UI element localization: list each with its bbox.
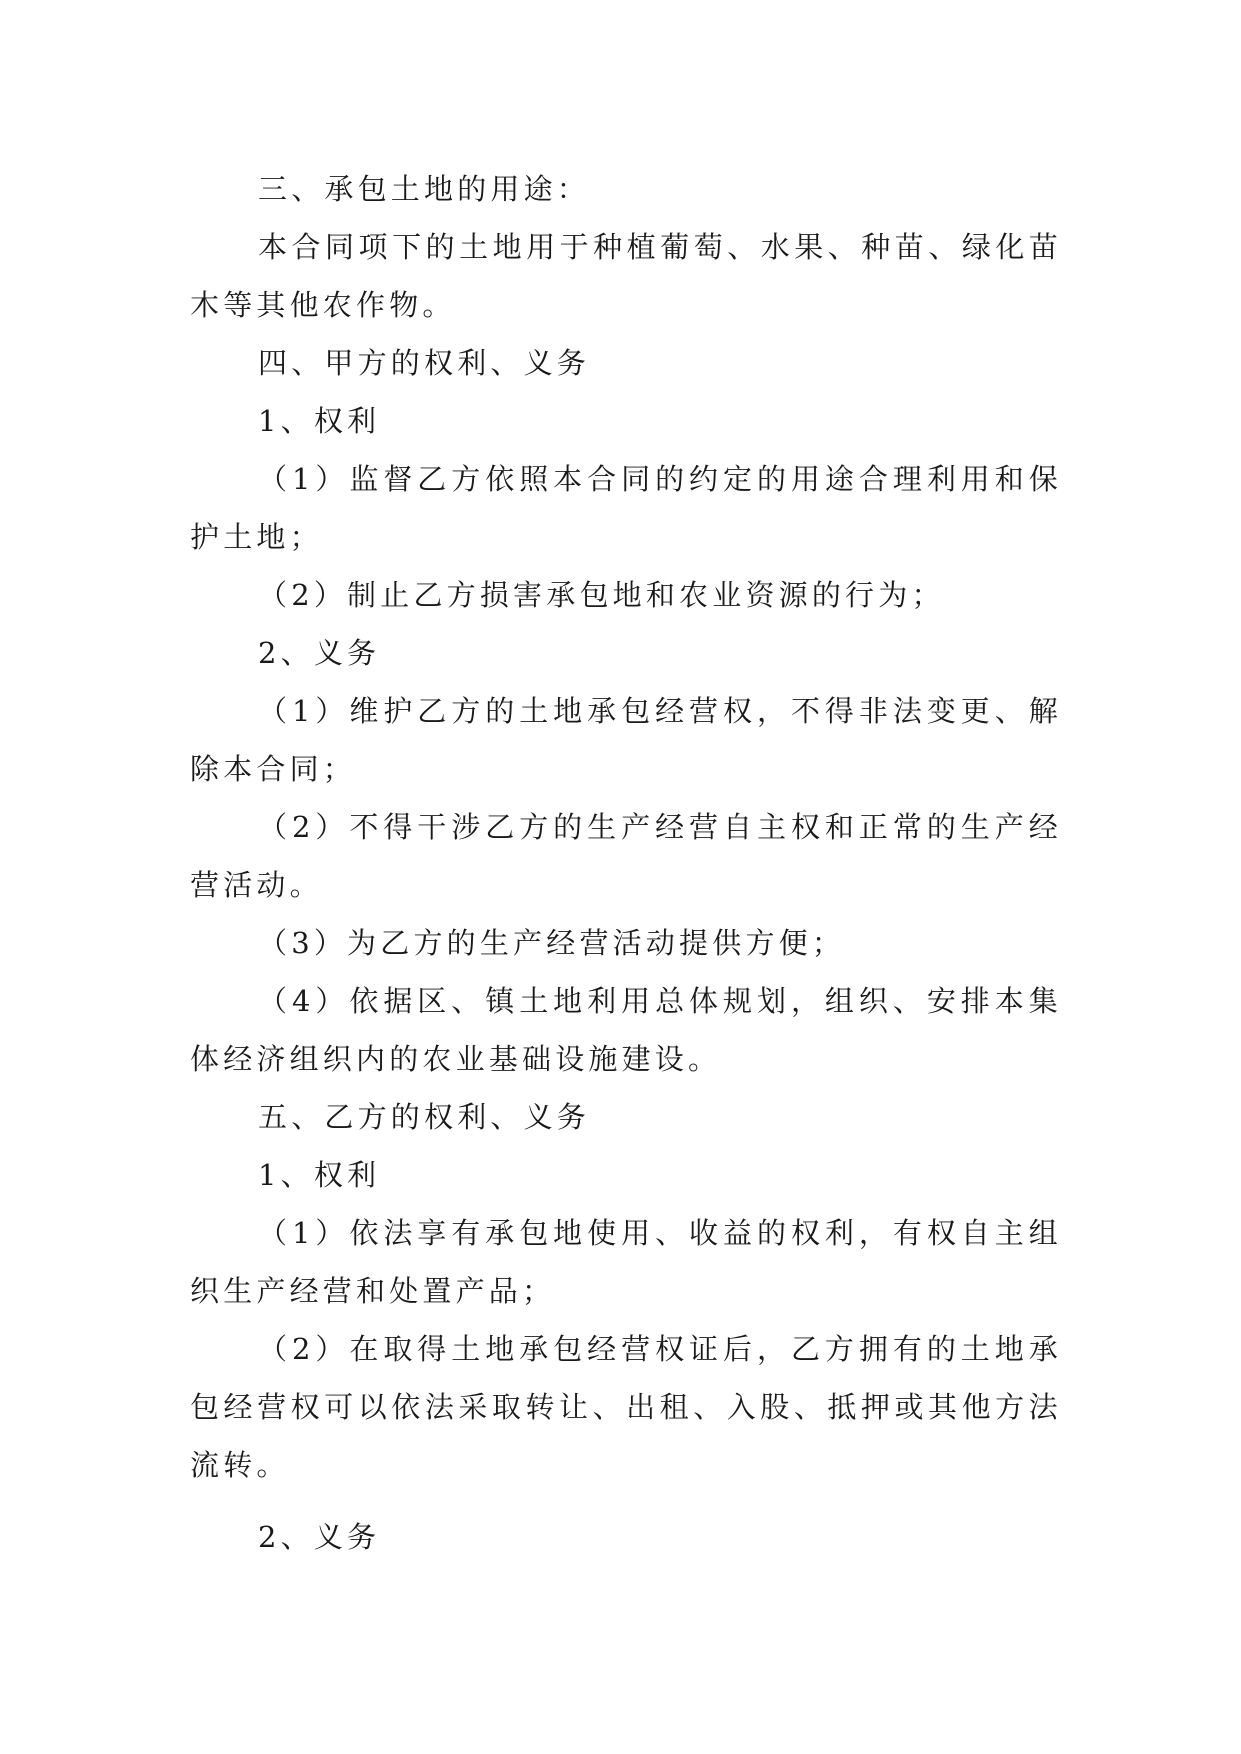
glyph: 途 xyxy=(824,462,854,496)
glyph: 用 xyxy=(621,1216,651,1250)
glyph: 方 xyxy=(519,810,549,844)
glyph: 在 xyxy=(349,1332,379,1366)
glyph: 生 xyxy=(960,810,990,844)
glyph: 4 xyxy=(291,984,311,1018)
glyph: 权 xyxy=(723,694,753,728)
glyph: 出 xyxy=(626,1390,656,1424)
glyph: 抵 xyxy=(827,1390,857,1424)
glyph: 包 xyxy=(190,1390,220,1424)
glyph: 乙 xyxy=(417,462,447,496)
glyph: 主 xyxy=(994,1216,1024,1250)
glyph: 组 xyxy=(1028,1216,1058,1250)
paragraph-line: 流转。 xyxy=(190,1448,290,1482)
glyph: 股 xyxy=(760,1390,790,1424)
glyph: 承 xyxy=(1028,1332,1058,1366)
glyph: 约 xyxy=(689,462,719,496)
paragraph-line: （3）为乙方的生产经营活动提供方便； xyxy=(258,926,846,960)
glyph: 权 xyxy=(655,1332,685,1366)
glyph: 权 xyxy=(790,1216,820,1250)
glyph: 主 xyxy=(756,810,786,844)
glyph: 理 xyxy=(892,462,922,496)
glyph: 合 xyxy=(291,230,321,264)
glyph: 经 xyxy=(655,810,685,844)
glyph: 的 xyxy=(553,810,583,844)
glyph: 苗 xyxy=(1028,230,1058,264)
glyph: 营 xyxy=(689,694,719,728)
glyph: 种 xyxy=(861,230,891,264)
glyph: 、 xyxy=(994,694,1024,728)
glyph: 和 xyxy=(824,810,854,844)
subheading-rights: 1、权利 xyxy=(258,404,381,438)
glyph: 其 xyxy=(928,1390,958,1424)
glyph: 方 xyxy=(451,462,481,496)
glyph: 体 xyxy=(689,984,719,1018)
document-page xyxy=(190,160,1058,1566)
glyph: （ xyxy=(258,462,288,496)
glyph: 萄 xyxy=(693,230,723,264)
glyph: 取 xyxy=(491,1390,521,1424)
glyph: 的 xyxy=(756,462,786,496)
glyph: 以 xyxy=(357,1390,387,1424)
glyph: 、 xyxy=(693,1390,723,1424)
glyph: 地 xyxy=(553,984,583,1018)
glyph: 合 xyxy=(587,462,617,496)
glyph: 土 xyxy=(960,1332,990,1366)
glyph: 组 xyxy=(824,984,854,1018)
paragraph-line: 除本合同； xyxy=(190,752,357,786)
glyph: 集 xyxy=(1028,984,1058,1018)
glyph: 入 xyxy=(726,1390,756,1424)
glyph: 包 xyxy=(519,1216,549,1250)
glyph: 的 xyxy=(485,694,515,728)
glyph: （ xyxy=(258,984,288,1018)
glyph: 的 xyxy=(425,230,455,264)
glyph: 承 xyxy=(485,1216,515,1250)
glyph: 地 xyxy=(485,1332,515,1366)
paragraph-line xyxy=(190,1320,1058,1378)
glyph: 维 xyxy=(349,694,379,728)
paragraph-line xyxy=(190,1204,1058,1262)
glyph: 用 xyxy=(790,462,820,496)
glyph: 的 xyxy=(926,1332,956,1366)
glyph: 土 xyxy=(459,230,489,264)
glyph: 同 xyxy=(621,462,651,496)
glyph: 地 xyxy=(553,694,583,728)
glyph: ） xyxy=(315,1216,345,1250)
glyph: 用 xyxy=(621,984,651,1018)
glyph: 护 xyxy=(383,694,413,728)
glyph: 乙 xyxy=(790,1332,820,1366)
glyph: 和 xyxy=(994,462,1024,496)
glyph: 、 xyxy=(892,984,922,1018)
glyph: 或 xyxy=(894,1390,924,1424)
glyph: 水 xyxy=(760,230,790,264)
glyph: 土 xyxy=(451,1332,481,1366)
glyph: 法 xyxy=(1028,1390,1058,1424)
section-heading-land-use: 三、承包土地的用途： xyxy=(258,172,591,206)
glyph: 方 xyxy=(824,1332,854,1366)
glyph: 下 xyxy=(392,230,422,264)
glyph: 法 xyxy=(424,1390,454,1424)
glyph: 监 xyxy=(349,462,379,496)
paragraph-line xyxy=(190,972,1058,1030)
paragraph-line: 营活动。 xyxy=(190,868,323,902)
glyph: 收 xyxy=(689,1216,719,1250)
glyph: 生 xyxy=(587,810,617,844)
glyph: 押 xyxy=(860,1390,890,1424)
glyph: 经 xyxy=(223,1390,253,1424)
glyph: ， xyxy=(756,694,786,728)
glyph: 变 xyxy=(926,694,956,728)
glyph: 本 xyxy=(994,984,1024,1018)
glyph: 用 xyxy=(526,230,556,264)
glyph: ） xyxy=(315,694,345,728)
glyph: 依 xyxy=(349,984,379,1018)
glyph: 营 xyxy=(257,1390,287,1424)
glyph: 种 xyxy=(593,230,623,264)
glyph: 划 xyxy=(756,984,786,1018)
glyph: 安 xyxy=(926,984,956,1018)
section-heading-party-b: 五、乙方的权利、义务 xyxy=(258,1100,591,1134)
glyph: 采 xyxy=(458,1390,488,1424)
glyph: 方 xyxy=(995,1390,1025,1424)
glyph: 乙 xyxy=(417,694,447,728)
glyph: （ xyxy=(258,1216,288,1250)
glyph: 1 xyxy=(291,462,311,496)
glyph: 、 xyxy=(655,1216,685,1250)
glyph: 方 xyxy=(451,694,481,728)
glyph: 营 xyxy=(689,810,719,844)
glyph: 定 xyxy=(723,462,753,496)
glyph: 后 xyxy=(723,1332,753,1366)
glyph: 、 xyxy=(451,984,481,1018)
glyph: 依 xyxy=(391,1390,421,1424)
glyph: 依 xyxy=(485,462,515,496)
glyph: 地 xyxy=(994,1332,1024,1366)
subheading-rights: 1、权利 xyxy=(258,1158,381,1192)
glyph: 规 xyxy=(723,984,753,1018)
glyph: 产 xyxy=(994,810,1024,844)
glyph: 植 xyxy=(626,230,656,264)
glyph: ， xyxy=(756,1332,786,1366)
glyph: 得 xyxy=(383,810,413,844)
glyph: 包 xyxy=(621,694,651,728)
glyph: 正 xyxy=(858,810,888,844)
glyph: 租 xyxy=(659,1390,689,1424)
glyph: 本 xyxy=(553,462,583,496)
glyph: （ xyxy=(258,1332,288,1366)
glyph: 营 xyxy=(621,1332,651,1366)
glyph: （ xyxy=(258,694,288,728)
glyph: 承 xyxy=(587,694,617,728)
glyph: 于 xyxy=(559,230,589,264)
glyph: 有 xyxy=(892,1216,922,1250)
glyph: 法 xyxy=(383,1216,413,1250)
glyph: 苗 xyxy=(894,230,924,264)
paragraph-line: （2）制止乙方损害承包地和农业资源的行为； xyxy=(258,578,945,612)
glyph: ） xyxy=(315,984,345,1018)
glyph: 照 xyxy=(519,462,549,496)
glyph: 果 xyxy=(794,230,824,264)
glyph: 涉 xyxy=(451,810,481,844)
glyph: 用 xyxy=(960,462,990,496)
glyph: 拥 xyxy=(858,1332,888,1366)
glyph: 总 xyxy=(655,984,685,1018)
paragraph-line xyxy=(190,798,1058,856)
glyph: 1 xyxy=(291,694,311,728)
glyph: 解 xyxy=(1028,694,1058,728)
glyph: 的 xyxy=(926,810,956,844)
glyph: 不 xyxy=(349,810,379,844)
glyph: 土 xyxy=(519,984,549,1018)
glyph: 同 xyxy=(325,230,355,264)
paragraph-line xyxy=(190,450,1058,508)
section-heading-party-a: 四、甲方的权利、义务 xyxy=(258,346,591,380)
glyph: 有 xyxy=(892,1332,922,1366)
glyph: 、 xyxy=(727,230,757,264)
glyph: 乙 xyxy=(485,810,515,844)
paragraph-line: 木等其他农作物。 xyxy=(190,288,456,322)
glyph: 可 xyxy=(324,1390,354,1424)
glyph: 益 xyxy=(723,1216,753,1250)
glyph: 享 xyxy=(417,1216,447,1250)
glyph: 权 xyxy=(290,1390,320,1424)
glyph: 让 xyxy=(559,1390,589,1424)
glyph: 化 xyxy=(995,230,1025,264)
glyph: 证 xyxy=(689,1332,719,1366)
glyph: 、 xyxy=(928,230,958,264)
glyph: 2 xyxy=(291,1332,311,1366)
glyph: 地 xyxy=(553,1216,583,1250)
glyph: 取 xyxy=(383,1332,413,1366)
glyph: ， xyxy=(790,984,820,1018)
glyph: 转 xyxy=(525,1390,555,1424)
glyph: 法 xyxy=(892,694,922,728)
glyph: 权 xyxy=(926,1216,956,1250)
paragraph-line xyxy=(190,218,1058,276)
glyph: 自 xyxy=(960,1216,990,1250)
glyph: 更 xyxy=(960,694,990,728)
glyph: 经 xyxy=(655,694,685,728)
glyph: 督 xyxy=(383,462,413,496)
glyph: 排 xyxy=(960,984,990,1018)
glyph: 干 xyxy=(417,810,447,844)
glyph: 据 xyxy=(383,984,413,1018)
glyph: 承 xyxy=(519,1332,549,1366)
paragraph-line xyxy=(190,682,1058,740)
glyph: 利 xyxy=(926,462,956,496)
glyph: 他 xyxy=(961,1390,991,1424)
glyph: 不 xyxy=(790,694,820,728)
glyph: ） xyxy=(315,462,345,496)
glyph: 的 xyxy=(756,1216,786,1250)
glyph: 地 xyxy=(492,230,522,264)
glyph: 得 xyxy=(824,694,854,728)
glyph: 非 xyxy=(858,694,888,728)
glyph: ， xyxy=(858,1216,888,1250)
glyph: 本 xyxy=(258,230,288,264)
glyph: 权 xyxy=(790,810,820,844)
subheading-obligations: 2、义务 xyxy=(258,636,381,670)
glyph: （ xyxy=(258,810,288,844)
glyph: 、 xyxy=(793,1390,823,1424)
glyph: 的 xyxy=(655,462,685,496)
glyph: 项 xyxy=(358,230,388,264)
glyph: 葡 xyxy=(660,230,690,264)
glyph: 区 xyxy=(417,984,447,1018)
glyph: 有 xyxy=(451,1216,481,1250)
glyph: 、 xyxy=(592,1390,622,1424)
glyph: 1 xyxy=(291,1216,311,1250)
paragraph-line: 织生产经营和处置产品； xyxy=(190,1274,556,1308)
glyph: 经 xyxy=(587,1332,617,1366)
glyph: 绿 xyxy=(961,230,991,264)
glyph: 土 xyxy=(519,694,549,728)
glyph: 常 xyxy=(892,810,922,844)
subheading-obligations: 2、义务 xyxy=(258,1520,381,1554)
glyph: 自 xyxy=(723,810,753,844)
glyph: 依 xyxy=(349,1216,379,1250)
paragraph-line: 护土地； xyxy=(190,520,323,554)
glyph: 得 xyxy=(417,1332,447,1366)
glyph: 经 xyxy=(1028,810,1058,844)
glyph: 产 xyxy=(621,810,651,844)
paragraph-line xyxy=(190,1378,1058,1436)
glyph: ） xyxy=(315,810,345,844)
glyph: 利 xyxy=(587,984,617,1018)
glyph: 织 xyxy=(858,984,888,1018)
glyph: ） xyxy=(315,1332,345,1366)
glyph: 利 xyxy=(824,1216,854,1250)
glyph: 2 xyxy=(291,810,311,844)
glyph: 包 xyxy=(553,1332,583,1366)
glyph: 合 xyxy=(858,462,888,496)
glyph: 、 xyxy=(827,230,857,264)
glyph: 镇 xyxy=(485,984,515,1018)
glyph: 使 xyxy=(587,1216,617,1250)
glyph: 保 xyxy=(1028,462,1058,496)
paragraph-line: 体经济组织内的农业基础设施建设。 xyxy=(190,1042,722,1076)
